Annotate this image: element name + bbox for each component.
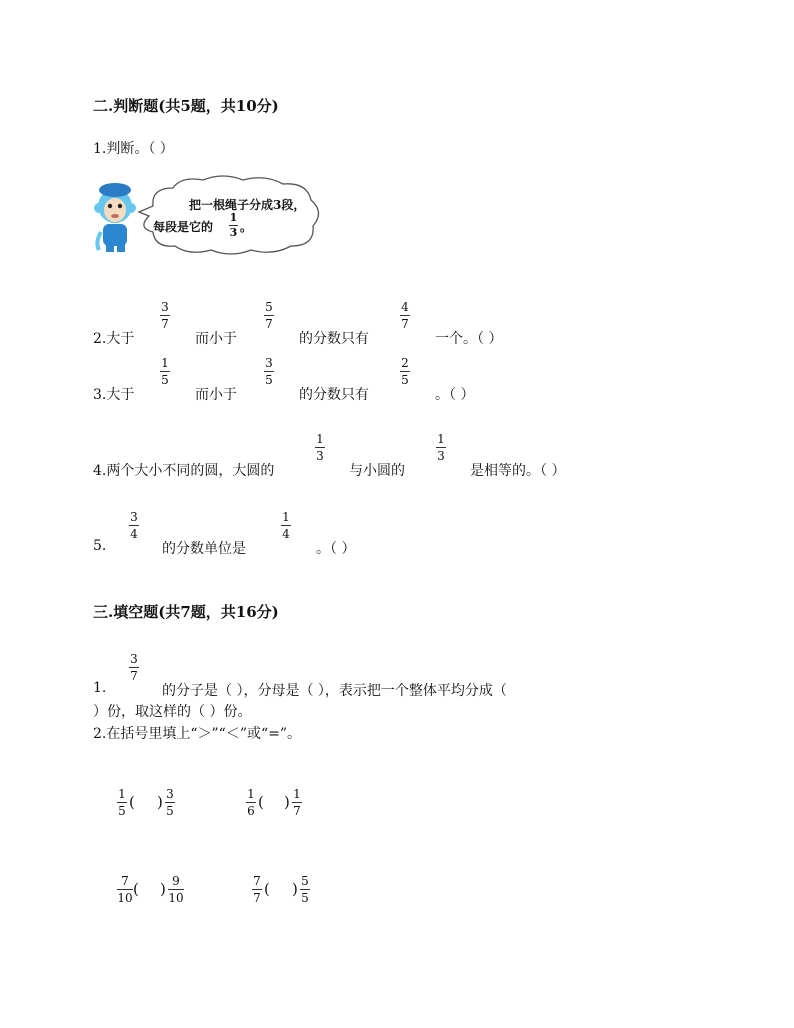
q2-mid: 而小于 xyxy=(195,331,237,347)
s3-q2-text: 2.在括号里填上“＞”“＜”或“=”。 xyxy=(93,726,302,742)
bubble-end: 。 xyxy=(240,220,253,234)
q2-tail: 的分数只有 xyxy=(299,331,369,347)
q2-fraction-3: 4 7 xyxy=(401,300,409,331)
s3-q1-fraction: 3 7 xyxy=(130,652,138,683)
blank-open[interactable]: ( xyxy=(129,793,135,811)
q4-end: 是相等的。（ ） xyxy=(470,463,566,479)
q1-text: 1.判断。（ ） xyxy=(93,141,174,157)
monkey-illustration xyxy=(93,172,329,256)
q5-fraction-2: 1 4 xyxy=(282,510,290,541)
s3-q1-line2: ）份，取这样的（ ）份。 xyxy=(93,704,252,720)
q3-fraction-1: 1 5 xyxy=(161,356,169,387)
q4-start: 4.两个大小不同的圆，大圆的 xyxy=(93,463,275,479)
q2-fraction-2: 5 7 xyxy=(265,300,273,331)
q2-end: 一个。（ ） xyxy=(435,331,503,347)
section-3-title: 三.填空题(共7题，共16分) xyxy=(93,603,279,621)
blank-open[interactable]: ( xyxy=(264,880,270,898)
q2-fraction-1: 3 7 xyxy=(161,300,169,331)
q3-start: 3.大于 xyxy=(93,387,135,403)
blank-close[interactable]: ) xyxy=(157,793,163,811)
q5-mid: 的分数单位是 xyxy=(162,541,246,557)
monkey-speech-icon xyxy=(93,172,329,256)
s3-q1-num: 1. xyxy=(93,680,107,696)
s3-q1-line1: 的分子是（ ），分母是（ ），表示把一个整体平均分成（ xyxy=(162,683,507,699)
q2-start: 2.大于 xyxy=(93,331,135,347)
q3-end: 。（ ） xyxy=(435,387,475,403)
q3-mid: 而小于 xyxy=(195,387,237,403)
bubble-fraction: 1 3 xyxy=(229,211,238,239)
q3-fraction-2: 3 5 xyxy=(265,356,273,387)
q4-fraction-2: 1 3 xyxy=(437,432,445,463)
q5-fraction-1: 3 4 xyxy=(130,510,138,541)
q4-mid: 与小圆的 xyxy=(349,463,405,479)
bubble-line-1: 把一根绳子分成3段， xyxy=(189,198,306,212)
q3-tail: 的分数只有 xyxy=(299,387,369,403)
section-2-title: 二.判断题(共5题，共10分) xyxy=(93,97,279,115)
q5-start: 5. xyxy=(93,538,107,554)
q4-fraction-1: 1 3 xyxy=(316,432,324,463)
blank-close[interactable]: ) xyxy=(292,880,298,898)
q3-fraction-3: 2 5 xyxy=(401,356,409,387)
q5-end: 。（ ） xyxy=(316,541,356,557)
blank-open[interactable]: ( xyxy=(258,793,264,811)
bubble-line-2: 每段是它的 xyxy=(153,220,214,234)
blank-close[interactable]: ) xyxy=(284,793,290,811)
blank-open[interactable]: ( xyxy=(133,880,139,898)
blank-close[interactable]: ) xyxy=(160,880,166,898)
